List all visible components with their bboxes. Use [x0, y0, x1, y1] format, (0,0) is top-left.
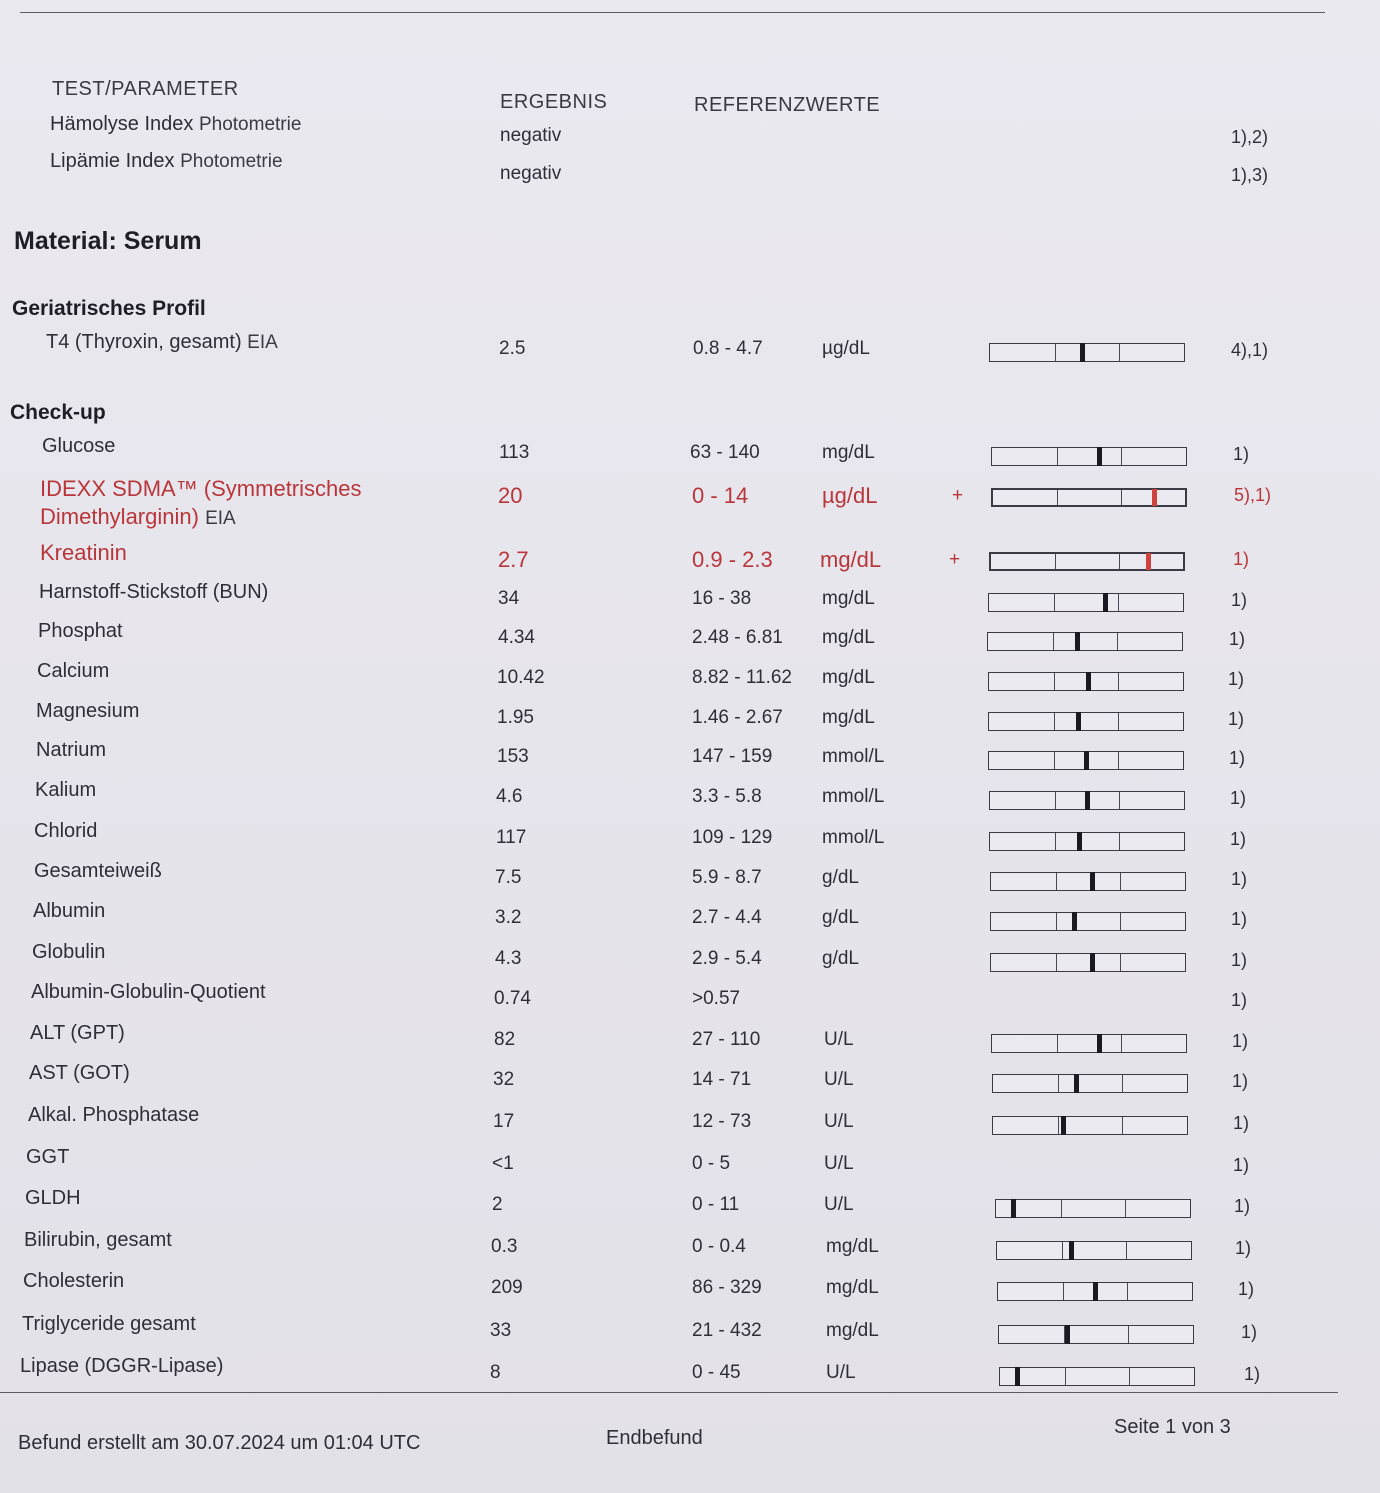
range-bar: [990, 953, 1186, 972]
value-marker: [1077, 832, 1082, 851]
value-marker: [1076, 712, 1081, 731]
unit: mmol/L: [822, 786, 885, 807]
parameter-name: [31, 981, 266, 1004]
result-value: 153: [497, 746, 529, 767]
unit: mmol/L: [822, 827, 885, 848]
parameter-label: Kalium: [35, 779, 97, 801]
range-tick: [1057, 448, 1058, 465]
parameter-name: [34, 860, 162, 883]
parameter-name: [40, 476, 362, 502]
range-tick: [1129, 1368, 1130, 1385]
unit: mg/dL: [826, 1277, 879, 1298]
result-value: 8: [490, 1362, 501, 1383]
pre-row-result: negativ: [500, 125, 562, 146]
parameter-label: Gesamteiweiß: [34, 860, 162, 882]
parameter-name: [39, 581, 268, 604]
result-value: 2: [492, 1194, 503, 1215]
parameter-label: IDEXX SDMA™ (Symmetrisches: [40, 476, 362, 501]
range-tick: [1058, 1117, 1059, 1134]
reference-range: 0.8 - 4.7: [693, 338, 763, 359]
reference-range: 0 - 11: [692, 1194, 740, 1215]
range-tick: [1056, 954, 1057, 971]
footnote-ref: 5),1): [1234, 485, 1272, 505]
range-tick: [1061, 1200, 1062, 1217]
range-tick: [1119, 792, 1120, 809]
footnote-ref: 1): [1231, 590, 1248, 610]
reference-range: 5.9 - 8.7: [692, 867, 762, 888]
material-heading: Material: Serum: [14, 227, 202, 255]
range-bar: [990, 912, 1186, 931]
value-marker: [1146, 553, 1151, 570]
range-tick: [1122, 1117, 1123, 1134]
footnote-ref: 1): [1228, 669, 1245, 689]
result-value: 10.42: [497, 667, 545, 688]
header-result: ERGEBNIS: [500, 91, 608, 113]
pre-row-note: 1),2): [1231, 127, 1269, 147]
parameter-name: [33, 900, 105, 923]
range-tick: [1055, 792, 1056, 809]
value-marker: [1080, 343, 1085, 362]
footnote-ref: 1): [1234, 1196, 1251, 1216]
parameter-label: Calcium: [37, 660, 110, 682]
footer-page: Seite 1 von 3: [1114, 1416, 1231, 1438]
unit: mg/dL: [822, 667, 875, 688]
top-rule: [20, 12, 1325, 13]
parameter-name: [34, 820, 97, 843]
footnote-ref: 4),1): [1231, 340, 1269, 360]
reference-range: 12 - 73: [692, 1111, 752, 1132]
parameter-label: ALT (GPT): [30, 1022, 125, 1044]
reference-range: 0 - 0.4: [692, 1236, 746, 1257]
footnote-ref: 1): [1232, 1031, 1249, 1051]
reference-range: 0 - 45: [692, 1362, 741, 1383]
footnote-ref: 1): [1229, 629, 1246, 649]
result-value: <1: [492, 1153, 514, 1174]
value-marker: [1074, 1074, 1079, 1093]
parameter-label: Globulin: [32, 941, 106, 963]
parameter-label: AST (GOT): [29, 1062, 130, 1084]
header-reference: REFERENZWERTE: [694, 94, 881, 116]
parameter-name: [24, 1229, 172, 1252]
reference-range: 63 - 140: [690, 442, 760, 463]
range-tick: [1118, 673, 1119, 690]
result-value: 113: [499, 442, 530, 463]
unit: mmol/L: [822, 746, 885, 767]
parameter-name: [38, 620, 123, 643]
reference-range: 147 - 159: [692, 746, 773, 767]
parameter-label: Triglyceride gesamt: [22, 1313, 196, 1335]
range-bar: [999, 1367, 1195, 1386]
result-value: 82: [494, 1029, 516, 1050]
value-marker: [1097, 1034, 1102, 1053]
parameter-name: [28, 1104, 199, 1127]
reference-range: 21 - 432: [692, 1320, 762, 1341]
value-marker: [1086, 672, 1091, 691]
unit: g/dL: [822, 907, 859, 928]
footnote-ref: 1): [1241, 1322, 1258, 1342]
footnote-ref: 1): [1230, 788, 1247, 808]
parameter-label-cont: Dimethylarginin): [40, 504, 199, 529]
value-marker: [1011, 1199, 1016, 1218]
parameter-label: GGT: [26, 1146, 70, 1168]
reference-range: 109 - 129: [692, 827, 773, 848]
value-marker: [1093, 1282, 1098, 1301]
unit: mg/dL: [820, 547, 882, 572]
unit: U/L: [826, 1362, 856, 1383]
range-bar: [988, 672, 1184, 691]
result-value: 1.95: [497, 707, 534, 728]
reference-range: 14 - 71: [692, 1069, 752, 1090]
result-value: 2.5: [499, 338, 526, 359]
result-value: 4.6: [496, 786, 523, 807]
footnote-ref: 1): [1244, 1364, 1261, 1384]
range-bar: [991, 488, 1187, 507]
value-marker: [1061, 1116, 1066, 1135]
footnote-ref: 1): [1230, 829, 1247, 849]
footnote-ref: 1): [1233, 1155, 1250, 1175]
range-bar: [988, 751, 1184, 770]
parameter-name: [40, 540, 127, 566]
footer-created: Befund erstellt am 30.07.2024 um 01:04 UTC: [18, 1432, 421, 1454]
range-tick: [1118, 752, 1119, 769]
range-tick: [1054, 673, 1055, 690]
pre-row-note: 1),3): [1231, 165, 1269, 185]
footnote-ref: 1): [1229, 748, 1246, 768]
reference-range: 86 - 329: [692, 1277, 762, 1298]
parameter-label: Lipase (DGGR-Lipase): [20, 1355, 224, 1377]
parameter-label: T4 (Thyroxin, gesamt): [46, 331, 242, 353]
range-tick: [1119, 833, 1120, 850]
value-marker: [1152, 489, 1157, 506]
footer-status: Endbefund: [606, 1427, 703, 1449]
parameter-label: Magnesium: [36, 700, 140, 722]
parameter-label: GLDH: [25, 1187, 81, 1209]
range-tick: [1118, 713, 1119, 730]
footnote-ref: 1): [1231, 909, 1248, 929]
parameter-label: Chlorid: [34, 820, 98, 842]
value-marker: [1103, 593, 1108, 612]
parameter-name: [25, 1187, 81, 1210]
range-bar: [989, 552, 1185, 571]
range-tick: [1120, 954, 1121, 971]
parameter-label: Bilirubin, gesamt: [24, 1229, 172, 1251]
parameter-label: Cholesterin: [23, 1270, 125, 1292]
reference-range: 8.82 - 11.62: [692, 667, 793, 688]
parameter-name: [32, 941, 105, 964]
header-test: TEST/PARAMETER: [52, 78, 239, 100]
range-tick: [1057, 1035, 1058, 1052]
result-value: 4.3: [495, 948, 522, 969]
parameter-name: [20, 1355, 223, 1378]
range-tick: [1119, 554, 1120, 569]
parameter-name: [30, 1022, 125, 1045]
unit: g/dL: [822, 948, 859, 969]
reference-range: 1.46 - 2.67: [692, 707, 783, 728]
value-marker: [1069, 1241, 1074, 1260]
result-value: 2.7: [498, 547, 529, 572]
range-bar: [989, 832, 1185, 851]
range-tick: [1118, 594, 1119, 611]
range-bar: [988, 712, 1184, 731]
unit: mg/dL: [822, 707, 875, 728]
result-value: 20: [498, 483, 523, 508]
range-bar: [987, 632, 1183, 651]
range-bar: [997, 1282, 1193, 1301]
unit: U/L: [824, 1194, 854, 1215]
high-flag: +: [952, 485, 964, 506]
parameter-name: [36, 739, 106, 762]
range-tick: [1122, 1075, 1123, 1092]
value-marker: [1065, 1325, 1070, 1344]
range-tick: [1127, 1283, 1128, 1300]
unit: mg/dL: [826, 1320, 879, 1341]
parameter-name: [37, 660, 109, 683]
reference-range: 27 - 110: [692, 1029, 761, 1050]
range-tick: [1120, 873, 1121, 890]
method-label: EIA: [247, 332, 278, 353]
method-label: EIA: [205, 508, 236, 529]
unit: mg/dL: [822, 442, 875, 463]
parameter-name: [46, 331, 278, 354]
range-tick: [1056, 913, 1057, 930]
footnote-ref: 1): [1232, 1071, 1249, 1091]
footnote-ref: 1): [1231, 869, 1248, 889]
range-bar: [989, 791, 1185, 810]
range-tick: [1054, 713, 1055, 730]
range-tick: [1062, 1242, 1063, 1259]
footnote-ref: 1): [1235, 1238, 1252, 1258]
range-tick: [1121, 448, 1122, 465]
range-tick: [1117, 633, 1118, 650]
result-value: 117: [496, 827, 527, 848]
pre-row-name: Hämolyse Index Photometrie: [50, 113, 302, 135]
value-marker: [1084, 751, 1089, 770]
range-tick: [1054, 752, 1055, 769]
result-value: 0.74: [494, 988, 531, 1009]
parameter-label: Alkal. Phosphatase: [28, 1104, 200, 1126]
value-marker: [1090, 872, 1095, 891]
reference-range: >0.57: [692, 988, 741, 1009]
range-bar: [998, 1325, 1194, 1344]
unit: U/L: [824, 1069, 854, 1090]
parameter-label: Glucose: [42, 435, 116, 457]
parameter-label: Natrium: [36, 739, 107, 761]
range-bar: [988, 593, 1184, 612]
footnote-ref: 1): [1231, 950, 1248, 970]
range-tick: [1121, 490, 1122, 505]
unit: U/L: [824, 1029, 854, 1050]
range-tick: [1125, 1200, 1126, 1217]
value-marker: [1072, 912, 1077, 931]
range-tick: [1057, 490, 1058, 505]
reference-range: 0 - 5: [692, 1153, 731, 1174]
reference-range: 2.48 - 6.81: [692, 627, 783, 648]
footnote-ref: 1): [1233, 444, 1250, 464]
range-bar: [995, 1199, 1191, 1218]
parameter-label: Kreatinin: [40, 540, 127, 565]
unit: U/L: [824, 1111, 854, 1132]
range-bar: [996, 1241, 1192, 1260]
value-marker: [1015, 1367, 1020, 1386]
range-bar: [991, 447, 1187, 466]
range-bar: [992, 1116, 1188, 1135]
parameter-name: [26, 1146, 69, 1169]
parameter-name: [22, 1313, 196, 1336]
value-marker: [1097, 447, 1102, 466]
footnote-ref: 1): [1231, 990, 1248, 1010]
footnote-ref: 1): [1233, 1113, 1250, 1133]
pre-row-result: negativ: [500, 163, 562, 184]
parameter-label: Phosphat: [38, 620, 123, 642]
parameter-label: Albumin: [33, 900, 106, 922]
reference-range: 2.7 - 4.4: [692, 907, 762, 928]
value-marker: [1085, 791, 1090, 810]
result-value: 17: [493, 1111, 515, 1132]
unit: mg/dL: [822, 588, 875, 609]
footnote-ref: 1): [1233, 549, 1250, 569]
range-tick: [1056, 873, 1057, 890]
result-value: 33: [490, 1320, 512, 1341]
unit: µg/dL: [822, 338, 870, 359]
range-tick: [1053, 633, 1054, 650]
reference-range: 16 - 38: [692, 588, 752, 609]
reference-range: 3.3 - 5.8: [692, 786, 762, 807]
range-tick: [1055, 554, 1056, 569]
range-tick: [1065, 1368, 1066, 1385]
result-value: 7.5: [495, 867, 522, 888]
range-tick: [1054, 594, 1055, 611]
range-tick: [1120, 913, 1121, 930]
unit: mg/dL: [822, 627, 875, 648]
section-checkup: Check-up: [10, 401, 106, 424]
parameter-name-line2: [40, 504, 236, 530]
range-tick: [1055, 344, 1056, 361]
section-geriatric: Geriatrisches Profil: [12, 297, 206, 320]
result-value: 209: [491, 1277, 523, 1298]
result-value: 3.2: [495, 907, 522, 928]
unit: mg/dL: [826, 1236, 879, 1257]
parameter-name: [29, 1062, 130, 1085]
parameter-name: [35, 779, 96, 802]
range-tick: [1063, 1283, 1064, 1300]
range-bar: [992, 1074, 1188, 1093]
range-tick: [1058, 1075, 1059, 1092]
reference-range: 0.9 - 2.3: [692, 547, 773, 572]
result-value: 4.34: [498, 627, 535, 648]
reference-range: 0 - 14: [692, 483, 749, 508]
range-tick: [1128, 1326, 1129, 1343]
parameter-label: Harnstoff-Stickstoff (BUN): [39, 581, 269, 603]
result-value: 0.3: [491, 1236, 518, 1257]
value-marker: [1075, 632, 1080, 651]
range-bar: [991, 1034, 1187, 1053]
result-value: 32: [493, 1069, 515, 1090]
range-tick: [1119, 344, 1120, 361]
pre-row-name: Lipämie Index Photometrie: [50, 150, 283, 172]
range-tick: [1121, 1035, 1122, 1052]
reference-range: 2.9 - 5.4: [692, 948, 762, 969]
range-bar: [989, 343, 1185, 362]
range-tick: [1055, 833, 1056, 850]
footnote-ref: 1): [1228, 709, 1245, 729]
parameter-label: Albumin-Globulin-Quotient: [31, 981, 266, 1003]
high-flag: +: [949, 549, 961, 570]
value-marker: [1090, 953, 1095, 972]
unit: g/dL: [822, 867, 859, 888]
unit: µg/dL: [822, 483, 878, 508]
range-bar: [990, 872, 1186, 891]
unit: U/L: [824, 1153, 854, 1174]
range-tick: [1126, 1242, 1127, 1259]
parameter-name: [23, 1270, 124, 1293]
bottom-rule: [0, 1392, 1338, 1393]
parameter-name: [36, 700, 139, 723]
footnote-ref: 1): [1238, 1279, 1255, 1299]
result-value: 34: [498, 588, 520, 609]
parameter-name: [42, 435, 115, 458]
